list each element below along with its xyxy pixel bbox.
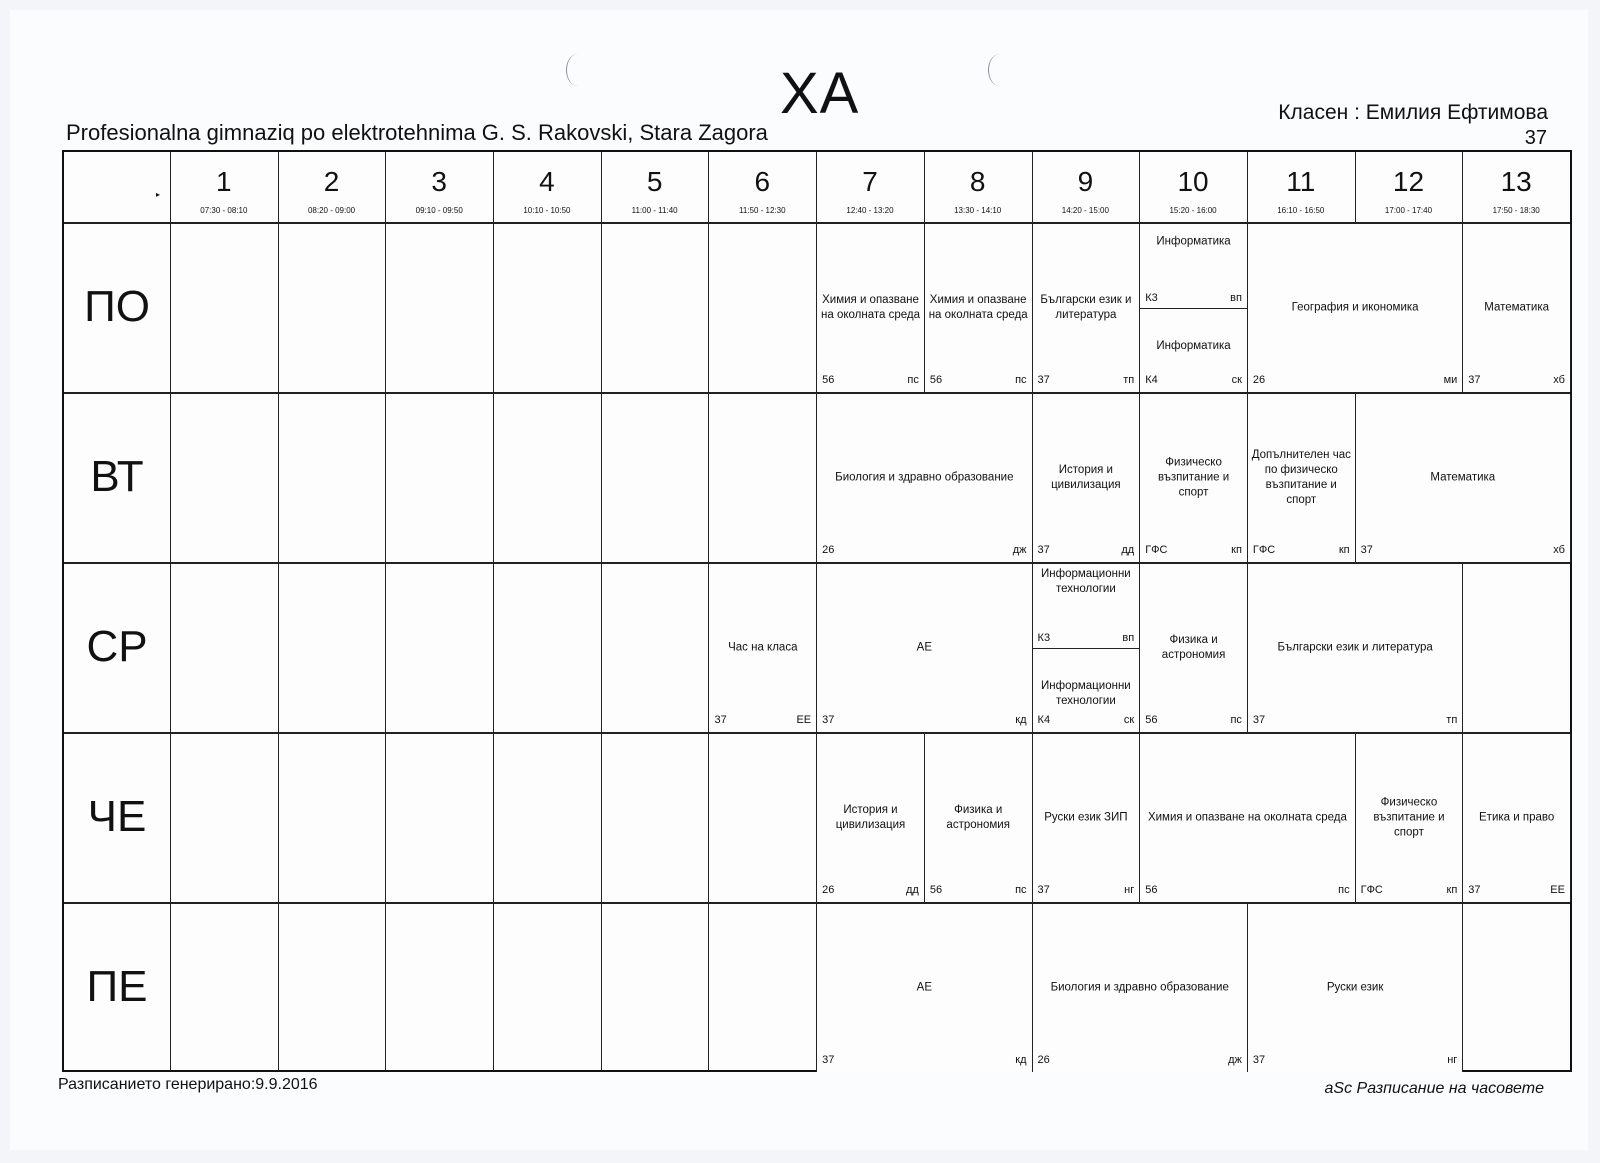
lesson-subject: География и икономика	[1291, 301, 1419, 314]
lesson-cell[interactable]	[816, 394, 1032, 563]
class-room: 37	[1524, 127, 1547, 149]
lesson-subject: АЕ	[916, 981, 932, 994]
lesson-cell[interactable]	[708, 564, 817, 733]
lesson-room: 26	[822, 884, 835, 896]
lesson-cell[interactable]	[1462, 734, 1571, 903]
timetable-grid	[62, 150, 1572, 1072]
lesson-subject: Химия и опазване на околната среда	[821, 293, 920, 321]
lesson-teacher: ск	[1231, 374, 1242, 386]
period-number: 9	[1077, 166, 1094, 197]
lesson-subject: Руски език	[1326, 981, 1384, 994]
period-time: 15:20 - 16:00	[1169, 206, 1217, 215]
lesson-room: 37	[1037, 884, 1050, 896]
period-header	[1462, 152, 1570, 222]
lesson-subject: Информационни технологии	[1041, 679, 1131, 707]
lesson-teacher: пс	[1230, 714, 1242, 726]
period-header	[924, 152, 1032, 222]
lesson-subject: Информатика	[1156, 235, 1231, 247]
lesson-subject: Математика	[1430, 471, 1496, 484]
class-teacher: Класен : Емилия Ефтимова	[1278, 101, 1548, 124]
lesson-subject: Етика и право	[1479, 811, 1555, 824]
lesson-teacher: вп	[1230, 291, 1242, 304]
lesson-room: 56	[1145, 714, 1158, 726]
lesson-cell[interactable]	[1139, 394, 1248, 563]
lesson-teacher: пс	[1015, 884, 1027, 896]
lesson-subject: Химия и опазване на околната среда	[1147, 811, 1347, 824]
lesson-teacher: кд	[1015, 1054, 1027, 1066]
punch-hole-right	[988, 54, 1011, 86]
lesson-subject: Български език и литература	[1040, 293, 1132, 321]
lesson-room: ГФС	[1252, 544, 1276, 556]
lesson-cell[interactable]	[1355, 394, 1571, 563]
period-time: 17:00 - 17:40	[1384, 206, 1433, 215]
lesson-subject: Математика	[1484, 301, 1550, 314]
lesson-teacher: вп	[1122, 631, 1135, 644]
period-time: 10:10 - 10:50	[523, 206, 571, 215]
lesson-cell[interactable]	[816, 734, 925, 903]
lesson-subject: Химия и опазване на околната среда	[928, 293, 1028, 321]
lesson-teacher: тп	[1446, 714, 1458, 726]
lesson-cell[interactable]	[924, 734, 1033, 903]
period-time: 17:50 - 18:30	[1492, 206, 1540, 215]
period-header	[1247, 152, 1355, 222]
lesson-room: 56	[1145, 884, 1158, 896]
period-header	[385, 152, 493, 222]
period-header	[1355, 152, 1463, 222]
period-number: 5	[646, 166, 663, 197]
lesson-group-bottom	[1033, 648, 1140, 732]
period-number: 13	[1500, 166, 1532, 197]
period-number: 1	[216, 166, 232, 197]
lesson-group-top	[1140, 224, 1247, 309]
lesson-subject: Руски език ЗИП	[1044, 811, 1128, 824]
generated-date: Разписанието генерирано:9.9.2016	[58, 1076, 318, 1093]
period-header	[708, 152, 816, 222]
lesson-room: ГФС	[1145, 544, 1168, 556]
lesson-cell[interactable]	[1247, 904, 1463, 1073]
lesson-teacher: пс	[1338, 884, 1350, 896]
period-header	[816, 152, 924, 222]
day-label: ЧЕ	[87, 792, 147, 841]
lesson-subject: Час на класа	[728, 641, 798, 654]
software-brand: aSc Разписание на часовете	[1324, 1080, 1544, 1097]
lesson-teacher: дж	[1012, 544, 1027, 556]
lesson-room: 37	[1037, 544, 1050, 556]
period-number: 10	[1177, 166, 1209, 197]
lesson-cell[interactable]	[816, 564, 1032, 733]
lesson-subject: Физическо възпитание и спорт	[1373, 796, 1445, 839]
lesson-teacher: кп	[1338, 544, 1350, 556]
lesson-teacher: пс	[1015, 374, 1027, 386]
period-number: 3	[431, 166, 447, 197]
day-label: ВТ	[90, 452, 144, 501]
lesson-room: 37	[1360, 544, 1373, 556]
lesson-teacher: ми	[1443, 374, 1458, 386]
lesson-subject: Допълнителен час по физическо възпитание и спорт	[1251, 448, 1351, 506]
lesson-cell[interactable]	[1462, 224, 1571, 393]
period-time: 09:10 - 09:50	[415, 206, 463, 215]
lesson-cell[interactable]	[1139, 734, 1355, 903]
period-number: 7	[862, 166, 878, 197]
lesson-subject: Информатика	[1156, 339, 1231, 352]
lesson-room: К3	[1037, 631, 1051, 644]
day-label: ПО	[84, 282, 150, 331]
period-number: 4	[539, 166, 555, 197]
period-time: 14:20 - 15:00	[1061, 206, 1109, 215]
lesson-teacher: пс	[907, 374, 919, 386]
lesson-room: 37	[822, 714, 835, 726]
punch-hole-left	[566, 54, 589, 86]
lesson-cell[interactable]	[1247, 564, 1463, 733]
period-header	[278, 152, 386, 222]
lesson-cell[interactable]	[1139, 224, 1248, 393]
lesson-teacher: дж	[1228, 1054, 1242, 1066]
period-header	[170, 152, 278, 222]
lesson-room: 37	[1468, 374, 1481, 386]
lesson-teacher: нг	[1124, 884, 1135, 896]
lesson-room: К3	[1145, 291, 1158, 304]
lesson-subject: Физическо възпитание и спорт	[1157, 456, 1230, 499]
period-number: 12	[1392, 166, 1425, 197]
lesson-cell[interactable]	[1032, 904, 1248, 1073]
lesson-room: 37	[1468, 884, 1481, 896]
lesson-teacher: кп	[1446, 884, 1458, 896]
lesson-teacher: ЕЕ	[1550, 884, 1565, 896]
grid-column-divider	[601, 152, 602, 1070]
lesson-room: 26	[1252, 374, 1266, 386]
day-label: ПЕ	[86, 962, 148, 1011]
period-number: 8	[969, 166, 986, 197]
lesson-room: К4	[1145, 374, 1158, 386]
lesson-cell[interactable]	[1032, 394, 1141, 563]
grid-column-divider	[170, 152, 171, 1070]
period-header	[1032, 152, 1140, 222]
lesson-cell[interactable]	[924, 224, 1033, 393]
lesson-teacher: кд	[1015, 714, 1027, 726]
lesson-room: 37	[1037, 374, 1050, 386]
lesson-room: 26	[1037, 1054, 1050, 1066]
lesson-subject: Физика и астрономия	[946, 803, 1010, 831]
grid-column-divider	[278, 152, 279, 1070]
lesson-room: 37	[1252, 1054, 1266, 1066]
lesson-subject: Биология и здравно образование	[1050, 981, 1229, 994]
period-number: 6	[754, 166, 771, 197]
lesson-cell[interactable]	[1247, 224, 1463, 393]
lesson-cell[interactable]	[1355, 734, 1464, 903]
lesson-subject: Биология и здравно образование	[835, 471, 1014, 484]
grid-column-divider	[385, 152, 386, 1070]
period-number: 11	[1286, 166, 1316, 197]
period-time: 07:30 - 08:10	[200, 206, 248, 215]
lesson-cell[interactable]	[1032, 224, 1141, 393]
timetable-sheet	[10, 10, 1588, 1150]
grid-column-divider	[493, 152, 494, 1070]
lesson-subject: АЕ	[916, 641, 932, 654]
lesson-teacher: дд	[905, 884, 919, 896]
lesson-group-top	[1033, 564, 1140, 649]
lesson-room: 37	[714, 714, 727, 726]
lesson-teacher: нг	[1447, 1054, 1458, 1066]
period-header	[601, 152, 709, 222]
lesson-cell[interactable]	[1139, 564, 1248, 733]
period-time: 08:20 - 09:00	[307, 206, 356, 215]
lesson-teacher: хб	[1553, 544, 1565, 556]
lesson-teacher: дд	[1121, 544, 1135, 556]
lesson-teacher: ск	[1123, 714, 1135, 726]
lesson-cell[interactable]	[1032, 564, 1141, 733]
period-number: 2	[323, 166, 340, 197]
lesson-room: 37	[822, 1054, 835, 1066]
lesson-cell[interactable]	[816, 904, 1032, 1073]
lesson-room: 56	[929, 884, 943, 896]
period-header	[1139, 152, 1247, 222]
lesson-room: ГФС	[1360, 884, 1383, 896]
lesson-cell[interactable]	[1032, 734, 1141, 903]
period-time: 11:50 - 12:30	[739, 206, 786, 215]
lesson-room: К4	[1037, 714, 1051, 726]
day-label: СР	[86, 622, 148, 671]
period-time: 16:10 - 16:50	[1277, 206, 1325, 215]
lesson-cell[interactable]	[816, 224, 925, 393]
corner-cell-mark: ▸	[156, 190, 161, 199]
lesson-subject: История и цивилизация	[835, 803, 906, 831]
lesson-room: 56	[822, 374, 835, 386]
class-title: ХА	[780, 61, 860, 126]
lesson-subject: Български език и литература	[1277, 641, 1433, 654]
lesson-teacher: тп	[1123, 374, 1135, 386]
lesson-teacher: кп	[1231, 544, 1242, 556]
lesson-room: 37	[1252, 714, 1266, 726]
lesson-subject: Физика и астрономия	[1161, 633, 1226, 661]
period-time: 13:30 - 14:10	[954, 206, 1002, 215]
lesson-cell[interactable]	[1247, 394, 1356, 563]
period-header	[493, 152, 601, 222]
lesson-teacher: ЕЕ	[796, 714, 812, 726]
lesson-teacher: хб	[1553, 374, 1565, 386]
lesson-subject: Информационни технологии	[1041, 567, 1131, 595]
lesson-subject: История и цивилизация	[1051, 463, 1121, 491]
lesson-room: 56	[929, 374, 943, 386]
lesson-group-bottom	[1140, 308, 1247, 392]
period-time: 12:40 - 13:20	[846, 206, 894, 215]
period-time: 11:00 - 11:40	[631, 206, 678, 215]
school-name: Profesionalna gimnaziq po elektrotehnima G. S. Rakovski, Stara Zagora	[66, 120, 768, 145]
lesson-room: 26	[822, 544, 835, 556]
